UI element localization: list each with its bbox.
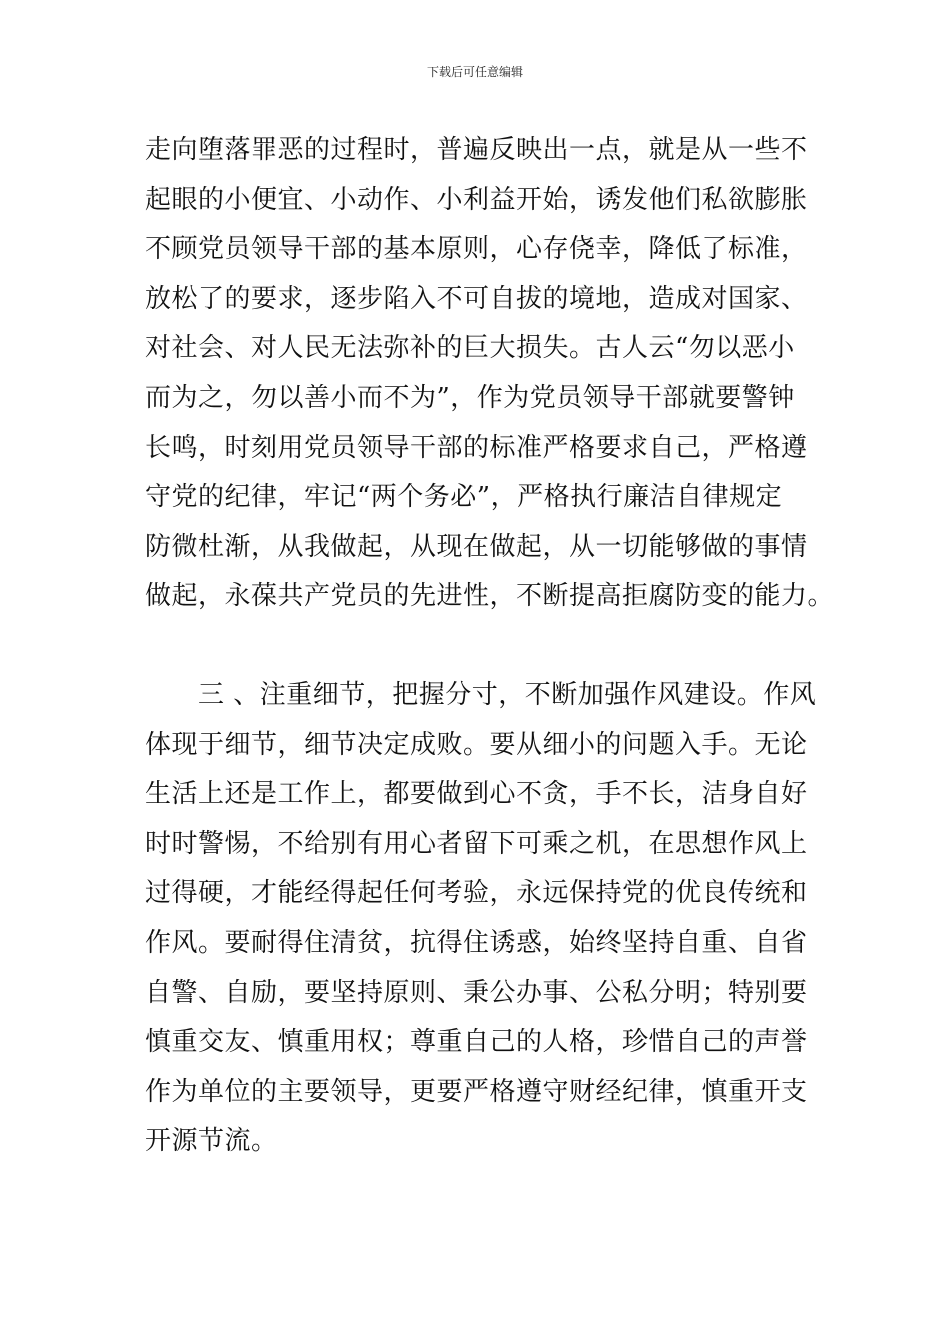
paragraph-1 (145, 126, 835, 622)
text-line: 时时警惕，不给别有用心者留下可乘之机，在思想作风上 (145, 828, 808, 859)
text-line: 不顾党员领导干部的基本原则，心存侥幸，降低了标准， (145, 234, 808, 265)
text-line: 开源节流。 (145, 1126, 278, 1157)
text-line: 防微杜渐，从我做起，从现在做起，从一切能够做的事情 (145, 531, 808, 562)
paragraph-spacer (145, 622, 810, 671)
text-line: 起眼的小便宜、小动作、小利益开始，诱发他们私欲膨胀 (145, 184, 808, 215)
page-header: 下载后可任意编辑 (426, 65, 523, 79)
text-line: 作风。要耐得住清贫，抗得住诱惑，始终坚持自重、自省 (145, 927, 808, 958)
document-body (145, 126, 835, 1167)
text-line: 对社会、对人民无法弥补的巨大损失。古人云“勿以恶小 (145, 333, 795, 364)
text-line: 长鸣，时刻用党员领导干部的标准严格要求自己，严格遵 (145, 432, 808, 463)
text-line: 而为之，勿以善小而不为”，作为党员领导干部就要警钟 (145, 382, 795, 413)
paragraph-2 (145, 671, 817, 1167)
text-line: 慎重交友、慎重用权；尊重自己的人格，珍惜自己的声誉 (145, 1027, 808, 1058)
text-line: 体现于细节，细节决定成败。要从细小的问题入手。无论 (145, 729, 808, 760)
text-line: 走向堕落罪恶的过程时，普遍反映出一点，就是从一些不 (145, 135, 808, 165)
text-line: 守党的纪律，牢记“两个务必”，严格执行廉洁自律规定 (145, 482, 783, 513)
text-line: 作为单位的主要领导，更要严格遵守财经纪律，慎重开支 (145, 1076, 808, 1107)
section-heading-line: 三 、注重细节，把握分寸，不断加强作风建设。作风 (145, 679, 817, 710)
text-line: 生活上还是工作上，都要做到心不贪，手不长，洁身自好 (145, 779, 808, 810)
text-line: 自警、自励，要坚持原则、秉公办事、公私分明；特别要 (145, 977, 808, 1008)
text-line: 过得硬，才能经得起任何考验，永远保持党的优良传统和 (145, 878, 808, 909)
text-line: 放松了的要求，逐步陷入不可自拔的境地，造成对国家、 (145, 283, 808, 314)
text-line: 做起，永葆共产党员的先进性，不断提高拒腐防变的能力。 (145, 581, 835, 612)
